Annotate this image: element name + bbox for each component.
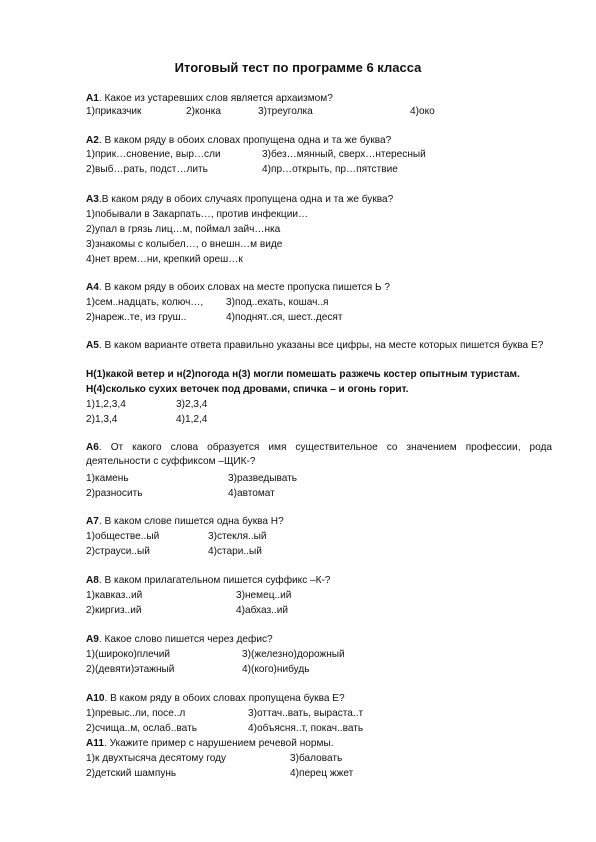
option-a1-2: 2)конка: [186, 106, 221, 117]
question-a11: [86, 737, 334, 750]
option-a2-1: 1)прик…сновение, выр…сли: [86, 149, 221, 160]
question-number: А3: [86, 194, 99, 205]
option-a7-3: 3)стекля..ый: [208, 531, 267, 542]
option-a4-4: 4)поднят..ся, шест..десят: [226, 312, 343, 323]
option-a3-4: 4)нет врем…ни, крепкий ореш…к: [86, 254, 243, 265]
option-a8-2: 2)киргиз..ий: [86, 605, 142, 616]
option-a11-3: 3)баловать: [290, 753, 343, 764]
question-text: . От какого слова образуется имя существительное со значением профессии, рода деятельности с суффиксом –ЩИК-?: [86, 442, 552, 467]
option-a5-4: 4)1,2,4: [176, 414, 208, 425]
option-a2-2: 2)выб…рать, подст…лить: [86, 164, 208, 175]
option-a6-3: 3)разведывать: [228, 473, 298, 484]
option-a7-4: 4)стари..ый: [208, 546, 262, 557]
question-a5-sentence-2: Н(4)сколько сухих веточек под дровами, спичка – и огонь горит.: [86, 384, 409, 395]
option-a7-2: 2)страуси..ый: [86, 546, 150, 557]
question-text: . Какое из устаревших слов является архаизмом?: [98, 93, 333, 104]
option-a10-1: 1)превыс..ли, посе..л: [86, 708, 186, 719]
question-number: А2: [86, 135, 99, 146]
option-a4-1: 1)сем..надцать, колюч…,: [86, 297, 204, 308]
option-a8-3: 3)немец..ий: [236, 590, 292, 601]
question-text: . В каком ряду в обоих словах пропущена одна и та же буква?: [98, 135, 392, 146]
option-a3-1: 1)побывали в Закарпать…, против инфекции…: [86, 209, 309, 220]
option-a7-1: 1)обществе..ый: [86, 531, 160, 542]
question-a5: [86, 339, 552, 353]
option-a6-1: 1)камень: [86, 473, 129, 484]
option-a5-2: 2)1,3,4: [86, 414, 118, 425]
option-a10-2: 2)счища..м, ослаб..вать: [86, 723, 197, 734]
question-number: А9: [86, 634, 99, 645]
option-a5-3: 3)2,3,4: [176, 399, 208, 410]
question-a5-sentence-1: Н(1)какой ветер и н(2)погода н(3) могли помешать разжечь костер опытным туристам.: [86, 369, 520, 380]
option-a1-3: 3)треуголка: [258, 106, 313, 117]
question-a2: [86, 134, 391, 147]
question-number: А7: [86, 516, 99, 527]
question-number: А6: [86, 442, 99, 453]
option-a6-2: 2)разносить: [86, 488, 143, 499]
option-a1-1: 1)приказчик: [86, 106, 142, 117]
option-a10-4: 4)объясня..т, покач..вать: [248, 723, 364, 734]
question-text: . В каком прилагательном пишется суффикс –К-?: [98, 575, 331, 586]
option-a8-1: 1)кавказ..ий: [86, 590, 143, 601]
question-number: А4: [86, 282, 99, 293]
question-text: . Укажите пример с нарушением речевой нормы.: [103, 738, 334, 749]
option-a4-3: 3)под..ехать, кошач..я: [226, 297, 329, 308]
option-a11-2: 2)детский шампунь: [86, 768, 177, 779]
question-text: . Какое слово пишется через дефис?: [98, 634, 273, 645]
question-number: А11: [86, 738, 104, 749]
question-a10: [86, 692, 345, 705]
option-a1-4: 4)око: [410, 106, 435, 117]
option-a2-4: 4)пр…открыть, пр…пятствие: [262, 164, 398, 175]
question-number: А10: [86, 693, 105, 704]
question-number: А5: [86, 340, 99, 351]
option-a9-3: 3)(железно)дорожный: [242, 649, 345, 660]
option-a3-3: 3)знакомы с колыбел…, о внешн…м виде: [86, 239, 283, 250]
question-text: . В каком ряду в обоих словах на месте пропуска пишется Ь ?: [98, 282, 391, 293]
option-a3-2: 2)упал в грязь лиц…м, поймал зайч…нка: [86, 224, 281, 235]
question-a4: [86, 281, 390, 294]
option-a9-4: 4)(кого)нибудь: [242, 664, 310, 675]
option-a2-3: 3)без…мянный, сверх…нтересный: [262, 149, 426, 160]
option-a10-3: 3)оттач..вать, выраста..т: [248, 708, 364, 719]
question-a8: [86, 574, 331, 587]
question-a3: [86, 193, 393, 206]
option-a9-2: 2)(девяти)этажный: [86, 664, 175, 675]
question-a1: [86, 92, 333, 105]
question-a6: [86, 441, 552, 469]
option-a11-1: 1)к двухтысяча десятому году: [86, 753, 227, 764]
question-number: А1: [86, 93, 99, 104]
document-title: Итоговый тест по программе 6 класса: [174, 60, 422, 75]
question-text: . В каком слове пишется одна буква Н?: [98, 516, 284, 527]
question-a7: [86, 515, 284, 528]
question-number: А8: [86, 575, 99, 586]
question-a9: [86, 633, 273, 646]
option-a11-4: 4)перец жжет: [290, 768, 354, 779]
question-text: . В каком варианте ответа правильно указаны все цифры, на месте которых пишется буква Е?: [98, 340, 544, 351]
option-a6-4: 4)автомат: [228, 488, 275, 499]
option-a5-1: 1)1,2,3,4: [86, 399, 126, 410]
option-a4-2: 2)нареж..те, из груш..: [86, 312, 187, 323]
question-text: . В каком ряду в обоих словах пропущена буква Е?: [104, 693, 345, 704]
question-text: .В каком ряду в обоих случаях пропущена одна и та же буква?: [98, 194, 394, 205]
option-a9-1: 1)(широко)плечий: [86, 649, 170, 660]
option-a8-4: 4)абхаз..ий: [236, 605, 288, 616]
